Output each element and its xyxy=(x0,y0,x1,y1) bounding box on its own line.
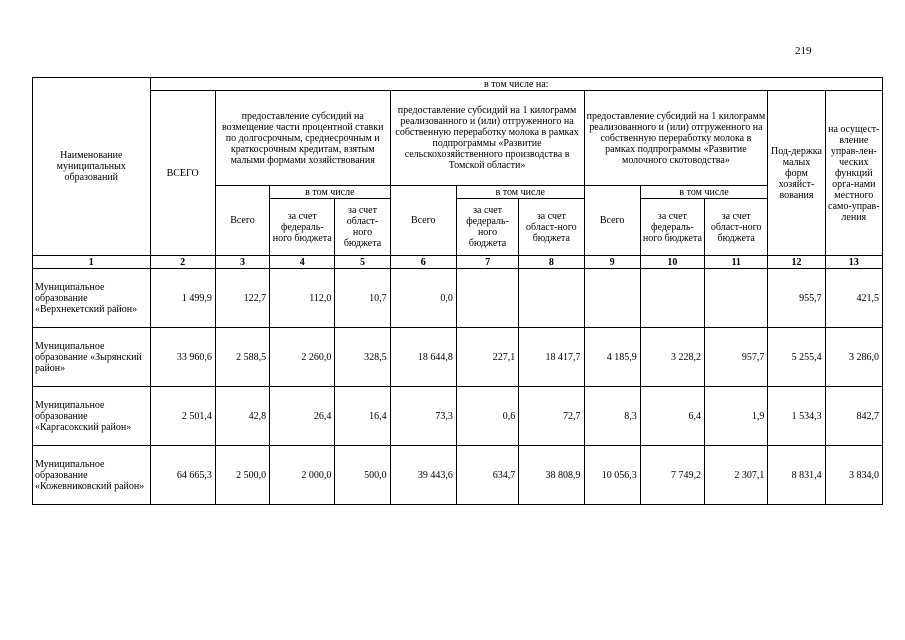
header-group1: предоставление субсидий на возмещение части процентной ставки по долгосрочным, среднесрочным и краткосрочным кредитам, взятым малыми формами хозяйствования xyxy=(215,91,390,186)
column-number: 11 xyxy=(705,256,768,269)
value-cell: 0,6 xyxy=(456,387,518,446)
value-cell: 2 500,0 xyxy=(215,446,269,505)
value-cell: 2 000,0 xyxy=(270,446,335,505)
value-cell: 500,0 xyxy=(335,446,390,505)
value-cell: 73,3 xyxy=(390,387,456,446)
value-cell: 328,5 xyxy=(335,328,390,387)
value-cell: 4 185,9 xyxy=(584,328,640,387)
value-cell: 1 534,3 xyxy=(768,387,825,446)
value-cell: 227,1 xyxy=(456,328,518,387)
header-g3-including: в том числе xyxy=(640,186,768,199)
table-row xyxy=(33,269,883,328)
value-cell xyxy=(456,269,518,328)
value-cell: 122,7 xyxy=(215,269,269,328)
value-cell: 842,7 xyxy=(825,387,882,446)
value-cell: 1,9 xyxy=(705,387,768,446)
value-cell: 1 499,9 xyxy=(150,269,215,328)
table-row xyxy=(33,328,883,387)
value-cell: 38 808,9 xyxy=(519,446,584,505)
header-g2-including: в том числе xyxy=(456,186,584,199)
column-number: 2 xyxy=(150,256,215,269)
value-cell: 2 588,5 xyxy=(215,328,269,387)
column-number: 9 xyxy=(584,256,640,269)
value-cell: 33 960,6 xyxy=(150,328,215,387)
value-cell: 16,4 xyxy=(335,387,390,446)
value-cell: 3 834,0 xyxy=(825,446,882,505)
value-cell: 3 286,0 xyxy=(825,328,882,387)
header-g2-all: Всего xyxy=(390,186,456,256)
value-cell: 2 307,1 xyxy=(705,446,768,505)
column-number-row xyxy=(33,256,883,269)
header-g1-all: Всего xyxy=(215,186,269,256)
column-number: 3 xyxy=(215,256,269,269)
value-cell: 18 417,7 xyxy=(519,328,584,387)
header-g2-federal: за счет федераль-ного бюджета xyxy=(456,199,518,256)
value-cell: 5 255,4 xyxy=(768,328,825,387)
header-local-gov: на осущест-вление управ-лен-ческих функций орга-нами местного само-управ-ления xyxy=(825,91,882,256)
value-cell: 26,4 xyxy=(270,387,335,446)
header-g3-regional: за счет област-ного бюджета xyxy=(705,199,768,256)
column-number: 4 xyxy=(270,256,335,269)
header-group2: предоставление субсидий на 1 килограмм реализованного и (или) отгруженного на собственную переработку молока в рамках подпрограммы «Развитие сельскохозяйственного производства в Томской области» xyxy=(390,91,584,186)
column-number: 12 xyxy=(768,256,825,269)
header-g1-including: в том числе xyxy=(270,186,391,199)
value-cell: 112,0 xyxy=(270,269,335,328)
value-cell: 634,7 xyxy=(456,446,518,505)
value-cell: 8 831,4 xyxy=(768,446,825,505)
table-row xyxy=(33,387,883,446)
value-cell: 72,7 xyxy=(519,387,584,446)
column-number: 5 xyxy=(335,256,390,269)
value-cell: 39 443,6 xyxy=(390,446,456,505)
header-vsego: ВСЕГО xyxy=(150,91,215,256)
header-g3-all: Всего xyxy=(584,186,640,256)
value-cell: 64 665,3 xyxy=(150,446,215,505)
subsidy-table xyxy=(32,77,883,505)
table-body xyxy=(33,269,883,505)
value-cell xyxy=(584,269,640,328)
value-cell: 2 501,4 xyxy=(150,387,215,446)
value-cell: 6,4 xyxy=(640,387,704,446)
municipality-name: Муниципальное образование «Верхнекетский район» xyxy=(33,269,151,328)
header-support-small: Под-держка малых форм хозяйст-вования xyxy=(768,91,825,256)
column-number: 6 xyxy=(390,256,456,269)
value-cell: 3 228,2 xyxy=(640,328,704,387)
table-row xyxy=(33,446,883,505)
column-number: 13 xyxy=(825,256,882,269)
value-cell: 421,5 xyxy=(825,269,882,328)
value-cell: 955,7 xyxy=(768,269,825,328)
header-g1-regional: за счет област-ного бюджета xyxy=(335,199,390,256)
column-number: 1 xyxy=(33,256,151,269)
value-cell: 18 644,8 xyxy=(390,328,456,387)
municipality-name: Муниципальное образование «Кожевниковский район» xyxy=(33,446,151,505)
header-name: Наименование муниципальных образований xyxy=(33,78,151,256)
value-cell xyxy=(640,269,704,328)
value-cell: 2 260,0 xyxy=(270,328,335,387)
header-g2-regional: за счет област-ного бюджета xyxy=(519,199,584,256)
header-including: в том числе на: xyxy=(150,78,882,91)
value-cell: 10 056,3 xyxy=(584,446,640,505)
column-number: 7 xyxy=(456,256,518,269)
value-cell: 8,3 xyxy=(584,387,640,446)
value-cell: 10,7 xyxy=(335,269,390,328)
value-cell: 957,7 xyxy=(705,328,768,387)
column-number: 10 xyxy=(640,256,704,269)
header-g1-federal: за счет федераль-ного бюджета xyxy=(270,199,335,256)
header-group3: предоставление субсидий на 1 килограмм реализованного и (или) отгруженного на собственную переработку молока в рамках подпрограммы «Развитие молочного скотоводства» xyxy=(584,91,768,186)
page-number: 219 xyxy=(795,45,812,57)
value-cell: 7 749,2 xyxy=(640,446,704,505)
municipality-name: Муниципальное образование «Каргасокский район» xyxy=(33,387,151,446)
header-g3-federal: за счет федераль-ного бюджета xyxy=(640,199,704,256)
value-cell xyxy=(519,269,584,328)
municipality-name: Муниципальное образование «Зырянский район» xyxy=(33,328,151,387)
value-cell: 0,0 xyxy=(390,269,456,328)
value-cell xyxy=(705,269,768,328)
value-cell: 42,8 xyxy=(215,387,269,446)
column-number: 8 xyxy=(519,256,584,269)
